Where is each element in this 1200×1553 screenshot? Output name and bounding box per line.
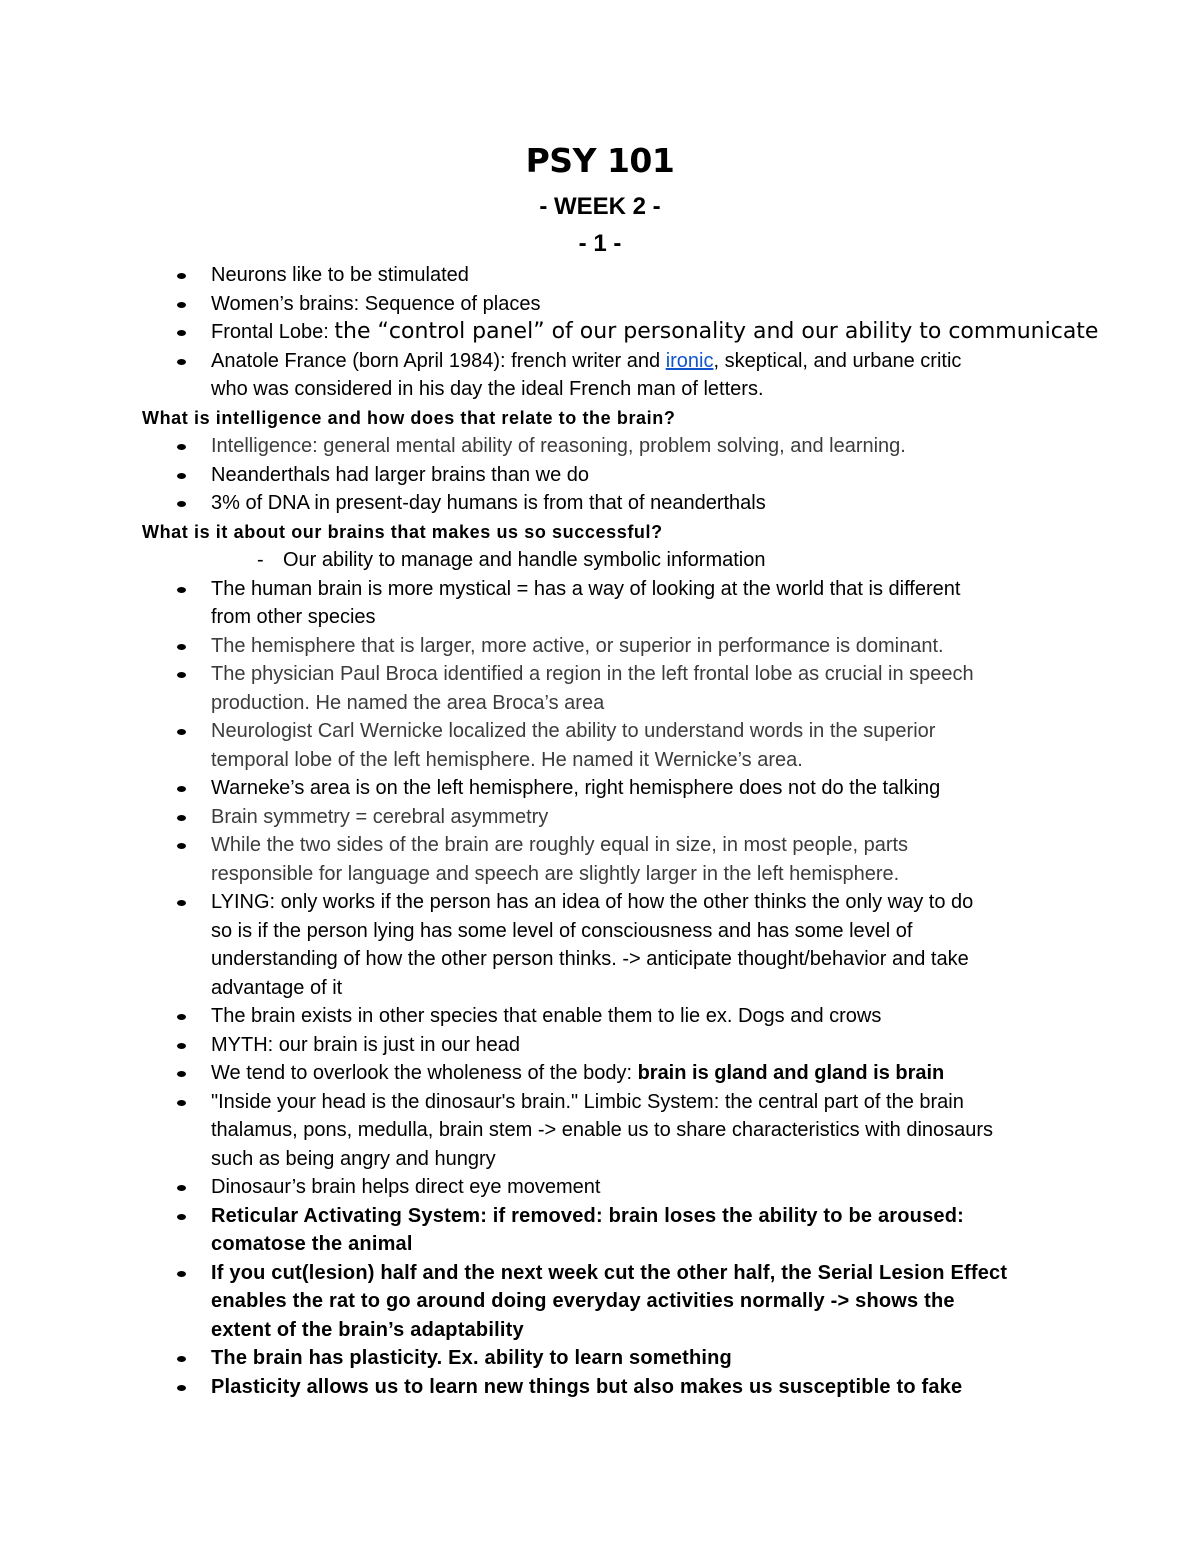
bullet-icon xyxy=(177,501,186,507)
bullet-icon xyxy=(177,1214,186,1220)
list-item-text: such as being angry and hungry xyxy=(211,1147,496,1170)
bullet-icon xyxy=(177,444,186,450)
list-item-text: The brain exists in other species that enable them to lie ex. Dogs and crows xyxy=(211,1005,882,1027)
bullet-icon xyxy=(177,1043,186,1049)
list-item-text: who was considered in his day the ideal French man of letters. xyxy=(211,378,764,400)
list-item-text: The human brain is more mystical = has a way of looking at the world that is different xyxy=(211,577,961,600)
list-item-text: production. He named the area Broca’s area xyxy=(211,691,605,714)
list-item-text: MYTH: our brain is just in our head xyxy=(211,1033,521,1056)
bullet-icon xyxy=(177,672,186,678)
list-item xyxy=(0,660,1200,689)
list-item-text: Intelligence: general mental ability of reasoning, problem solving, and learning. xyxy=(211,435,906,457)
list-item-text: responsible for language and speech are slightly larger in the left hemisphere. xyxy=(211,862,900,885)
frontal-lobe-label: Frontal Lobe: xyxy=(211,321,335,343)
part-subtitle: - 1 - xyxy=(578,230,622,257)
list-item-text: Reticular Activating System: if removed: brain loses the ability to be aroused: xyxy=(211,1204,965,1227)
list-item-continuation xyxy=(0,1316,1200,1345)
list-item-text xyxy=(211,318,1098,347)
bullet-icon xyxy=(177,1185,186,1191)
list-item xyxy=(0,632,1200,661)
list-item-text: thalamus, pons, medulla, brain stem -> enable us to share characteristics with dinosaurs xyxy=(211,1119,994,1141)
list-item-continuation xyxy=(0,974,1200,1003)
bullet-icon xyxy=(177,900,186,906)
bullet-icon xyxy=(177,815,186,821)
list-item-text: Neurologist Carl Wernicke localized the ability to understand words in the superior xyxy=(211,720,936,742)
ironic-link[interactable]: ironic xyxy=(665,349,714,372)
list-item xyxy=(0,1373,1200,1402)
frontal-lobe-description: the “control panel” of our personality and our ability to communicate xyxy=(334,319,1099,344)
list-item xyxy=(0,1031,1200,1060)
list-item-text: While the two sides of the brain are roughly equal in size, in most people, parts xyxy=(211,834,909,856)
list-item xyxy=(0,1344,1200,1373)
list-item-text: Our ability to manage and handle symbolic information xyxy=(283,549,766,571)
bullet-icon xyxy=(177,729,186,735)
list-item-continuation xyxy=(0,1230,1200,1259)
list-item-continuation xyxy=(0,1287,1200,1316)
list-item xyxy=(0,1088,1200,1117)
list-item xyxy=(0,261,1200,290)
bullet-icon xyxy=(177,330,186,336)
list-item-continuation xyxy=(0,1116,1200,1145)
list-item-continuation xyxy=(0,375,1200,404)
list-item xyxy=(0,1173,1200,1202)
list-item-text: Warneke’s area is on the left hemisphere, right hemisphere does not do the talking xyxy=(211,777,941,799)
list-item-continuation xyxy=(0,689,1200,718)
list-item xyxy=(0,1202,1200,1231)
gland-emphasis: brain is gland and gland is brain xyxy=(637,1062,945,1084)
list-item-text: Neurons like to be stimulated xyxy=(211,264,469,286)
list-item xyxy=(0,290,1200,319)
list-item-continuation xyxy=(0,1145,1200,1174)
bullet-icon xyxy=(177,843,186,849)
bullet-icon xyxy=(177,473,186,479)
list-item-text: enables the rat to go around doing everyday activities normally -> shows the xyxy=(211,1290,955,1312)
list-item-text: Plasticity allows us to learn new things but also makes us susceptible to fake xyxy=(211,1375,963,1398)
list-item-text: temporal lobe of the left hemisphere. He named it Wernicke’s area. xyxy=(211,748,803,771)
bullet-icon xyxy=(177,786,186,792)
list-item xyxy=(0,803,1200,832)
list-item-text: If you cut(lesion) half and the next week cut the other half, the Serial Lesion Effect xyxy=(211,1261,1008,1284)
list-item-continuation xyxy=(0,860,1200,889)
bullet-icon xyxy=(177,587,186,593)
section-heading xyxy=(0,404,1200,433)
list-item-text: LYING: only works if the person has an idea of how the other thinks the only way to do xyxy=(211,891,974,913)
list-item xyxy=(0,774,1200,803)
list-item-continuation xyxy=(0,746,1200,775)
list-item-text: comatose the animal xyxy=(211,1233,413,1255)
bullet-icon xyxy=(177,273,186,279)
anatole-text-end: , skeptical, and urbane critic xyxy=(713,349,962,372)
list-item-continuation xyxy=(0,603,1200,632)
list-item-text xyxy=(211,1059,944,1088)
document-title: PSY 101 xyxy=(525,141,675,180)
list-item-text: The physician Paul Broca identified a region in the left frontal lobe as crucial in speech xyxy=(211,663,974,685)
list-item xyxy=(0,461,1200,490)
list-item-text: advantage of it xyxy=(211,976,343,999)
anatole-text-start: Anatole France (born April 1984): french writer and xyxy=(211,349,666,372)
list-item xyxy=(0,888,1200,917)
list-item xyxy=(0,432,1200,461)
bullet-icon xyxy=(177,1356,186,1362)
bullet-icon xyxy=(177,359,186,365)
list-item xyxy=(0,489,1200,518)
list-item-text: understanding of how the other person thinks. -> anticipate thought/behavior and take xyxy=(211,948,969,970)
list-item-continuation xyxy=(0,917,1200,946)
list-item-continuation xyxy=(0,945,1200,974)
list-item-text: "Inside your head is the dinosaur's brain." Limbic System: the central part of the brain xyxy=(211,1090,964,1113)
bullet-icon xyxy=(177,644,186,650)
list-item-text xyxy=(211,347,961,376)
list-item-text: Dinosaur’s brain helps direct eye movement xyxy=(211,1176,601,1198)
bullet-icon xyxy=(177,302,186,308)
list-item xyxy=(0,575,1200,604)
list-item-text: Brain symmetry = cerebral asymmetry xyxy=(211,805,549,828)
dash-icon: - xyxy=(257,549,264,571)
heading-text: What is intelligence and how does that relate to the brain? xyxy=(142,407,676,428)
list-item-text: extent of the brain’s adaptability xyxy=(211,1318,524,1341)
list-item-text: Neanderthals had larger brains than we do xyxy=(211,463,590,486)
bullet-icon xyxy=(177,1385,186,1391)
bullet-icon xyxy=(177,1071,186,1077)
heading-text: What is it about our brains that makes us so successful? xyxy=(142,521,663,542)
list-item-text: 3% of DNA in present-day humans is from that of neanderthals xyxy=(211,492,766,514)
list-item xyxy=(0,1259,1200,1288)
list-item xyxy=(0,831,1200,860)
week-subtitle: - WEEK 2 - xyxy=(539,193,661,220)
list-item xyxy=(0,1059,1200,1088)
wholeness-text: We tend to overlook the wholeness of the body: xyxy=(211,1062,638,1084)
list-item-text: The hemisphere that is larger, more active, or superior in performance is dominant. xyxy=(211,634,944,657)
section-heading xyxy=(0,518,1200,547)
notes-body xyxy=(0,261,1200,1401)
bullet-icon xyxy=(177,1271,186,1277)
list-item xyxy=(0,717,1200,746)
list-item-text: The brain has plasticity. Ex. ability to learn something xyxy=(211,1347,732,1369)
list-item-text: so is if the person lying has some level of consciousness and has some level of xyxy=(211,919,913,942)
list-item xyxy=(0,318,1200,347)
list-item xyxy=(0,347,1200,376)
list-item-text: from other species xyxy=(211,606,376,628)
list-item-text: Women’s brains: Sequence of places xyxy=(211,292,541,315)
dash-item xyxy=(0,546,1200,575)
bullet-icon xyxy=(177,1014,186,1020)
bullet-icon xyxy=(177,1100,186,1106)
list-item xyxy=(0,1002,1200,1031)
